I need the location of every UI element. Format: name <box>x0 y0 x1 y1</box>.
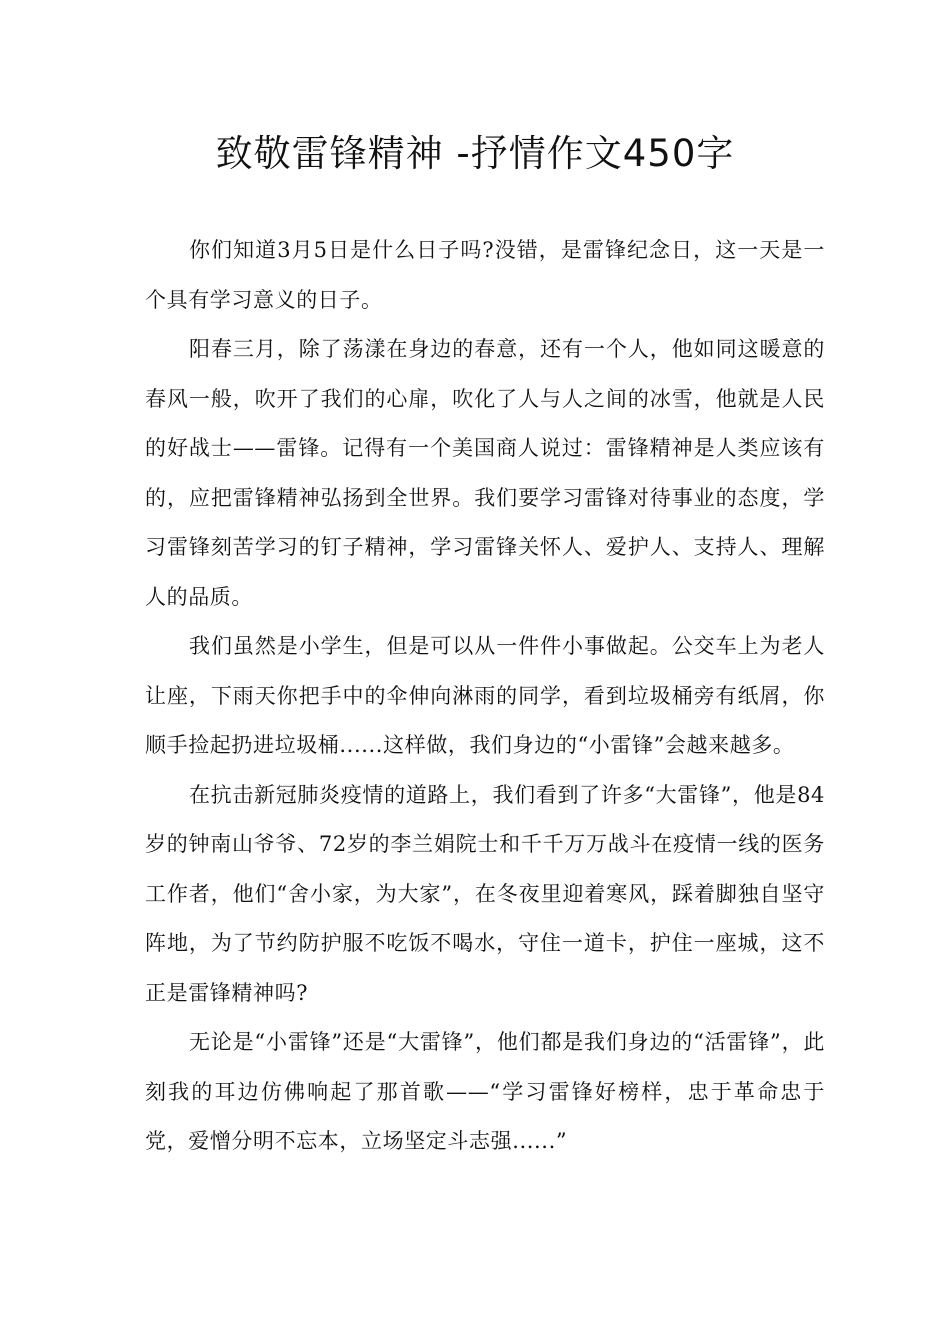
paragraph-5: 无论是“小雷锋”还是“大雷锋”，他们都是我们身边的“活雷锋”，此刻我的耳边仿佛响起了那首歌——“学习雷锋好榜样，忠于革命忠于党，爱憎分明不忘本，立场坚定斗志强......” <box>145 1030 825 1153</box>
paragraph-1: 你们知道3月5日是什么日子吗?没错，是雷锋纪念日，这一天是一个具有学习意义的日子。 <box>145 238 825 312</box>
paragraph-4: 在抗击新冠肺炎疫情的道路上，我们看到了许多“大雷锋”，他是84岁的钟南山爷爷、72岁的李兰娟院士和千千万万战斗在疫情一线的医务工作者，他们“舍小家，为大家”，在冬夜里迎着寒风，踩着脚独自坚守阵地，为了节约防护服不吃饭不喝水，守住一道卡，护住一座城，这不正是雷锋精神吗? <box>145 782 825 1005</box>
paragraph-2: 阳春三月，除了荡漾在身边的春意，还有一个人，他如同这暖意的春风一般，吹开了我们的心扉，吹化了人与人之间的冰雪，他就是人民的好战士——雷锋。记得有一个美国商人说过：雷锋精神是人类应该有的，应把雷锋精神弘扬到全世界。我们要学习雷锋对待事业的态度，学习雷锋刻苦学习的钉子精神，学习雷锋关怀人、爱护人、支持人、理解人的品质。 <box>145 337 825 609</box>
document-body <box>145 226 825 1167</box>
paragraph-3: 我们虽然是小学生，但是可以从一件件小事做起。公交车上为老人让座，下雨天你把手中的伞伸向淋雨的同学，看到垃圾桶旁有纸屑，你顺手捡起扔进垃圾桶......这样做，我们身边的“小雷锋”会越来越多。 <box>145 634 825 757</box>
document-title: 致敬雷锋精神 -抒情作文450字 <box>215 132 735 175</box>
